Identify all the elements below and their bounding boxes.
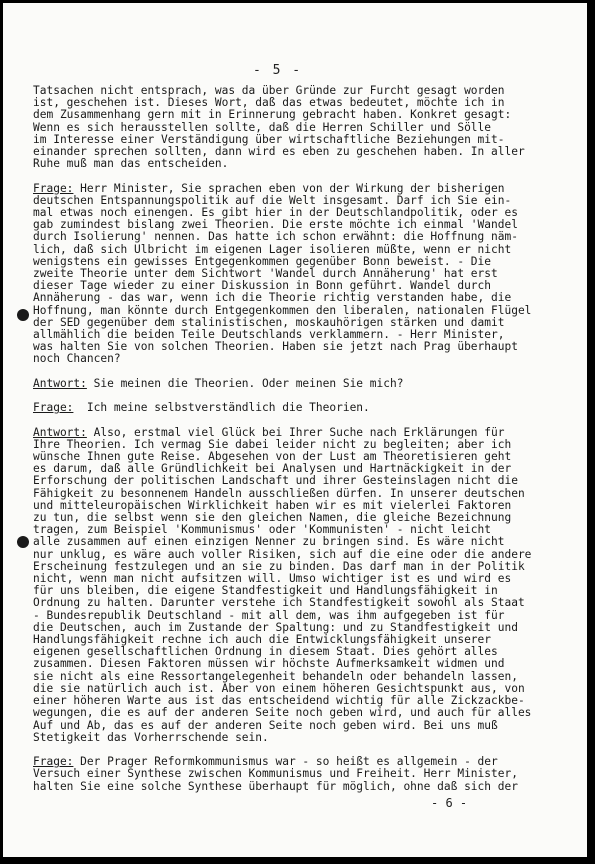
line-text: wünsche Ihnen gute Reise. Abgesehen von der Lust am Theoretisieren geht: [33, 450, 512, 464]
line-text: zu tun, die selbst wenn sie den gleichen Namen, die gleiche Bezeichnung: [33, 511, 512, 525]
line-text: die Deutschen, auch im Zustande der Spaltung: und zu Standfestigkeit und: [33, 620, 518, 634]
line-text: deutschen Entspannungspolitik auf die Welt insgesamt. Darf ich Sie ein-: [33, 193, 512, 207]
line-text: alle zusammen auf einen einzigen Nenner zu bringen sind. Es wäre nicht: [33, 535, 505, 549]
line-text: Der Prager Reformkommunismus war - so heißt es allgemein - der: [73, 755, 498, 769]
line-text: Stetigkeit das Vorherrschende sein.: [33, 730, 269, 744]
page-number: - 5 -: [253, 63, 303, 78]
line-text: gab zumindest bislang zwei Theorien. Die erste möchte ich einmal 'Wandel: [33, 218, 518, 232]
line-text: Hoffnung, man könnte durch Entgegenkommen den liberalen, nationalen Flügel: [33, 303, 532, 317]
line-text: sie nicht als eine Ressortangelegenheit behandeln oder behandeln lassen,: [33, 669, 518, 683]
line-text: was halten Sie von solchen Theorien. Haben sie jetzt nach Prag überhaupt: [33, 340, 518, 354]
text-line: [33, 378, 561, 390]
line-text: tragen, zum Beispiel 'Kommunismus' oder 'Kommunisten' - nicht leicht: [33, 523, 492, 537]
line-text: Wenn es sich herausstellen sollte, daß die Herren Schiller und Sölle: [33, 120, 492, 134]
line-text: Annäherung - das war, wenn ich die Theorie richtig verstanden habe, die: [33, 291, 512, 305]
line-text: wegungen, die es auf der anderen Seite noch geben wird, und auch für alles: [33, 706, 532, 720]
line-text: einer höheren Warte aus ist das entscheidend wichtig für alle Zickzackbe-: [33, 694, 525, 708]
paragraph: [33, 85, 561, 170]
paragraph: [33, 427, 561, 744]
line-text: dieser Tage wieder zu einer Diskussion in Bonn geführt. Wandel durch: [33, 279, 492, 293]
speaker-label: Antwort:: [33, 376, 87, 390]
line-text: wenigstens ein gewisses Entgegenkommen gegenüber Bonn beweist. - Die: [33, 254, 492, 268]
line-text: die sie natürlich auch ist. Aber von einem höheren Gesichtspunkt aus, von: [33, 681, 525, 695]
line-text: für uns bleiben, die eigene Standfestigkeit und Handlungsfähigkeit in: [33, 584, 498, 598]
speaker-label: Frage:: [33, 181, 74, 195]
line-text: Tatsachen nicht entsprach, was da über Gründe zur Furcht gesagt worden: [33, 84, 505, 97]
line-text: es darum, daß alle Gründlichkeit bei Analysen und Hartnäckigkeit in der: [33, 462, 512, 476]
line-text: Versuch einer Synthese zwischen Kommunismus und Freiheit. Herr Minister,: [33, 767, 518, 781]
speaker-label: Frage:: [33, 401, 74, 415]
line-text: Auf und Ab, das es auf der anderen Seite noch geben wird. Bei uns muß: [33, 718, 498, 732]
line-text: der SED gegenüber dem stalinistischen, moskauhörigen stärken und damit: [33, 315, 505, 329]
text-line: [33, 158, 561, 170]
line-text: Ihre Theorien. Ich vermag Sie dabei leider nicht zu begleiten; aber ich: [33, 437, 512, 451]
line-text: Herr Minister, Sie sprachen eben von der Wirkung der bisherigen: [73, 181, 505, 195]
document-page: [3, 3, 587, 857]
line-text: Sie meinen die Theorien. Oder meinen Sie mich?: [86, 376, 404, 390]
text-line: [33, 732, 561, 744]
line-text: Erforschung der politischen Landschaft und ihrer Gesteinslagen nicht die: [33, 474, 518, 488]
speaker-label: Frage:: [33, 755, 74, 769]
line-text: nur unklug, es wäre auch voller Risiken, sich auf die eine oder die andere: [33, 547, 532, 561]
line-text: ist, geschehen ist. Dieses Wort, daß das etwas bedeutet, möchte ich in: [33, 96, 505, 110]
line-text: einander sprechen sollten, dann wird es eben zu geschehen haben. In aller: [33, 145, 525, 159]
line-text: Also, erstmal viel Glück bei Ihrer Suche nach Erklärungen für: [86, 425, 505, 439]
line-text: zusammen. Diesen Faktoren müssen wir höchste Aufmerksamkeit widmen und: [33, 657, 505, 671]
speaker-label: Antwort:: [33, 425, 87, 439]
line-text: halten Sie eine solche Synthese überhaupt für möglich, ohne daß sich der: [33, 779, 518, 793]
punch-hole: [17, 309, 29, 321]
line-text: Ruhe muß man das entscheiden.: [33, 157, 229, 171]
catchword-next-page: - 6 -: [431, 796, 468, 810]
paragraph: [33, 378, 561, 390]
text-line: [33, 353, 561, 365]
document-body: [33, 85, 561, 793]
line-text: eigenen gesellschaftlichen Ordnung in diesem Staat. Dies gehört alles: [33, 645, 498, 659]
line-text: allmählich die beiden Teile Deutschlands verklammern. - Herr Minister,: [33, 328, 505, 342]
line-text: Fähigkeit zu besonnenem Handeln ausschließen dürfen. In unserer deutschen: [33, 486, 525, 500]
line-text: - Bundesrepublik Deutschland - mit all dem, was ihm aufgegeben ist für: [33, 608, 505, 622]
line-text: und mitteleuropäischen Wirklichkeit haben wir es mit vielerlei Faktoren: [33, 498, 512, 512]
line-text: zweite Theorie unter dem Sichtwort 'Wandel durch Annäherung' hat erst: [33, 267, 498, 281]
line-text: noch Chancen?: [33, 352, 121, 366]
line-text: dem Zusammenhang gern mit in Erinnerung gebracht haben. Konkret gesagt:: [33, 108, 512, 122]
line-text: lich, daß sich Ulbricht im eigenen Lager isolieren müßte, wenn er nicht: [33, 242, 512, 256]
line-text: Handlungsfähigkeit rechne ich auch die Entwicklungsfähigkeit unserer: [33, 633, 492, 647]
paragraph: [33, 183, 561, 366]
line-text: mal etwas noch einengen. Es gibt hier in der Deutschlandpolitik, oder es: [33, 206, 518, 220]
line-text: Ordnung zu halten. Darunter verstehe ich Standfestigkeit sowohl als Staat: [33, 596, 525, 610]
line-text: Ich meine selbstverständlich die Theorien.: [73, 401, 370, 415]
paragraph: [33, 402, 561, 414]
paragraph: [33, 756, 561, 793]
line-text: Erscheinung festzulegen und an sie zu binden. Das darf man in der Politik: [33, 559, 525, 573]
line-text: im Interesse einer Verständigung über wirtschaftliche Beziehungen mit-: [33, 132, 505, 146]
punch-hole: [17, 536, 29, 548]
line-text: durch Isolierung' nennen. Das hatte ich schon erwähnt: die Hoffnung näm-: [33, 230, 518, 244]
text-line: [33, 781, 561, 793]
text-line: [33, 402, 561, 414]
line-text: nicht, wenn man nicht aufsitzen will. Umso wichtiger ist es und wird es: [33, 572, 512, 586]
